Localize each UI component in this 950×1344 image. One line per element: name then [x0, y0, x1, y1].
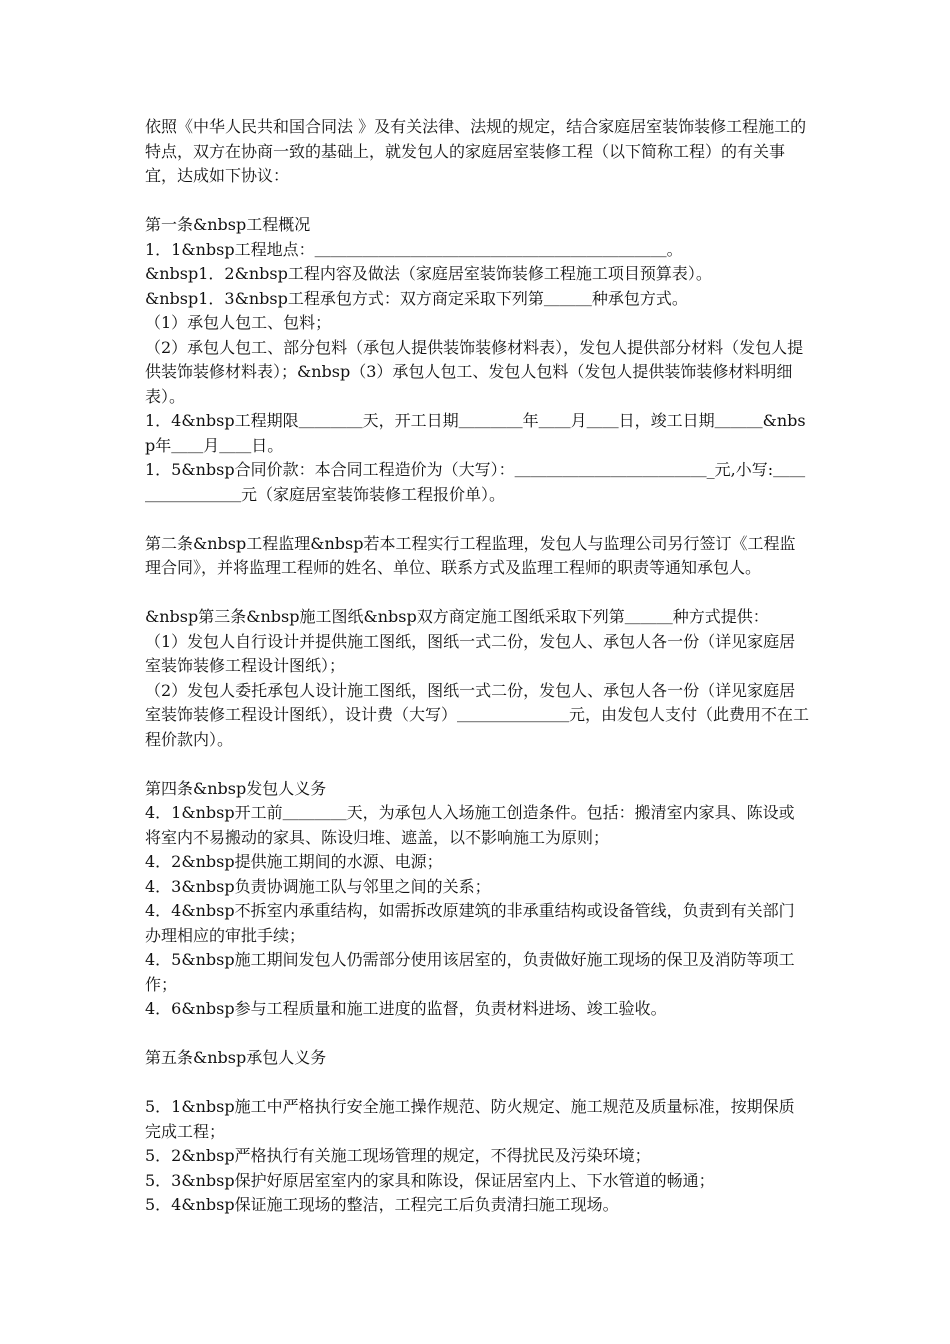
article-5-title: 第五条&nbsp承包人义务	[145, 1048, 327, 1067]
clause-1-4: 1．4&nbsp工程期限＿＿＿＿天，开工日期＿＿＿＿年＿＿月＿＿日，竣工日期＿＿＿&nbsp年＿＿月＿＿日。	[145, 411, 806, 455]
article-3-title: &nbsp第三条&nbsp施工图纸&nbsp双方商定施工图纸采取下列第＿＿＿种方式提供：	[145, 607, 769, 626]
clause-1-3-option-2: （2）承包人包工、部分包料（承包人提供装饰装修材料表），发包人提供部分材料（发包人提供装饰装修材料表）；&nbsp（3）承包人包工、发包人包料（发包人提供装饰装修材料明细表）。	[145, 337, 804, 406]
clause-4-5: 4．5&nbsp施工期间发包人仍需部分使用该居室的，负责做好施工现场的保卫及消防等项工作；	[145, 950, 795, 994]
clause-5-4: 5．4&nbsp保证施工现场的整洁，工程完工后负责清扫施工现场。	[145, 1195, 619, 1214]
section-gap	[145, 1022, 810, 1047]
clause-1-5: 1．5&nbsp合同价款：本合同工程造价为（大写）：＿＿＿＿＿＿＿＿＿＿＿＿_元,小写:＿＿＿＿＿＿＿＿元（家庭居室装饰装修工程报价单）。	[145, 460, 806, 504]
article-4-section	[145, 777, 810, 1022]
article-3-option-1: （1）发包人自行设计并提供施工图纸，图纸一式二份，发包人、承包人各一份（详见家庭居室装饰装修工程设计图纸）；	[145, 631, 796, 675]
article-2-section	[145, 532, 810, 581]
clause-4-1: 4．1&nbsp开工前＿＿＿＿天，为承包人入场施工创造条件。包括：搬清室内家具、陈设或将室内不易搬动的家具、陈设归堆、遮盖，以不影响施工为原则；	[145, 803, 795, 847]
article-4-title: 第四条&nbsp发包人义务	[145, 778, 327, 798]
clause-5-3: 5．3&nbsp保护好原居室室内的家具和陈设，保证居室内上、下水管道的畅通；	[145, 1170, 715, 1190]
article-1-title: 第一条&nbsp工程概况	[145, 215, 311, 234]
clause-4-6: 4．6&nbsp参与工程质量和施工进度的监督，负责材料进场、竣工验收。	[145, 999, 667, 1018]
clause-1-3-option-1: （1）承包人包工、包料；	[145, 313, 332, 332]
section-gap	[145, 752, 810, 777]
clause-5-2: 5．2&nbsp严格执行有关施工现场管理的规定，不得扰民及污染环境；	[145, 1146, 651, 1165]
article-2-paragraph: 第二条&nbsp工程监理&nbsp若本工程实行工程监理，发包人与监理公司另行签订《工程监理合同》，并将监理工程师的姓名、单位、联系方式及监理工程师的职责等通知承包人。	[145, 533, 796, 577]
article-3-section	[145, 605, 810, 752]
clause-1-3: &nbsp1．3&nbsp工程承包方式：双方商定采取下列第＿＿＿种承包方式。	[145, 288, 688, 308]
article-5-section	[145, 1095, 810, 1218]
clause-4-4: 4．4&nbsp不拆室内承重结构，如需拆改原建筑的非承重结构或设备管线，负责到有关部门办理相应的审批手续；	[145, 901, 795, 945]
contract-page	[145, 115, 810, 1218]
section-gap	[145, 507, 810, 532]
article-3-option-2: （2）发包人委托承包人设计施工图纸，图纸一式二份，发包人、承包人各一份（详见家庭居室装饰装修工程设计图纸），设计费（大写）＿＿＿＿＿＿＿元，由发包人支付（此费用不在工程价款内）。	[145, 680, 810, 749]
intro-section	[145, 115, 810, 189]
clause-4-3: 4．3&nbsp负责协调施工队与邻里之间的关系；	[145, 876, 491, 896]
clause-5-1: 5．1&nbsp施工中严格执行安全施工操作规范、防火规定、施工规范及质量标准，按期保质完成工程；	[145, 1097, 795, 1141]
clause-1-1: 1．1&nbsp工程地点：＿＿＿＿＿＿＿＿＿＿＿＿＿＿＿＿＿＿＿＿＿＿。	[145, 239, 683, 259]
intro-paragraph: 依照《中华人民共和国合同法 》及有关法律、法规的规定，结合家庭居室装饰装修工程施工的特点，双方在协商一致的基础上，就发包人的家庭居室装修工程（以下简称工程）的有关事宜，达成如下协议：	[145, 117, 807, 185]
section-gap	[145, 1071, 810, 1096]
article-5-title-section	[145, 1046, 810, 1071]
clause-4-2: 4．2&nbsp提供施工期间的水源、电源；	[145, 852, 443, 871]
section-gap	[145, 189, 810, 214]
clause-1-2: &nbsp1．2&nbsp工程内容及做法（家庭居室装饰装修工程施工项目预算表）。	[145, 264, 712, 283]
article-1-section	[145, 213, 810, 507]
section-gap	[145, 581, 810, 606]
